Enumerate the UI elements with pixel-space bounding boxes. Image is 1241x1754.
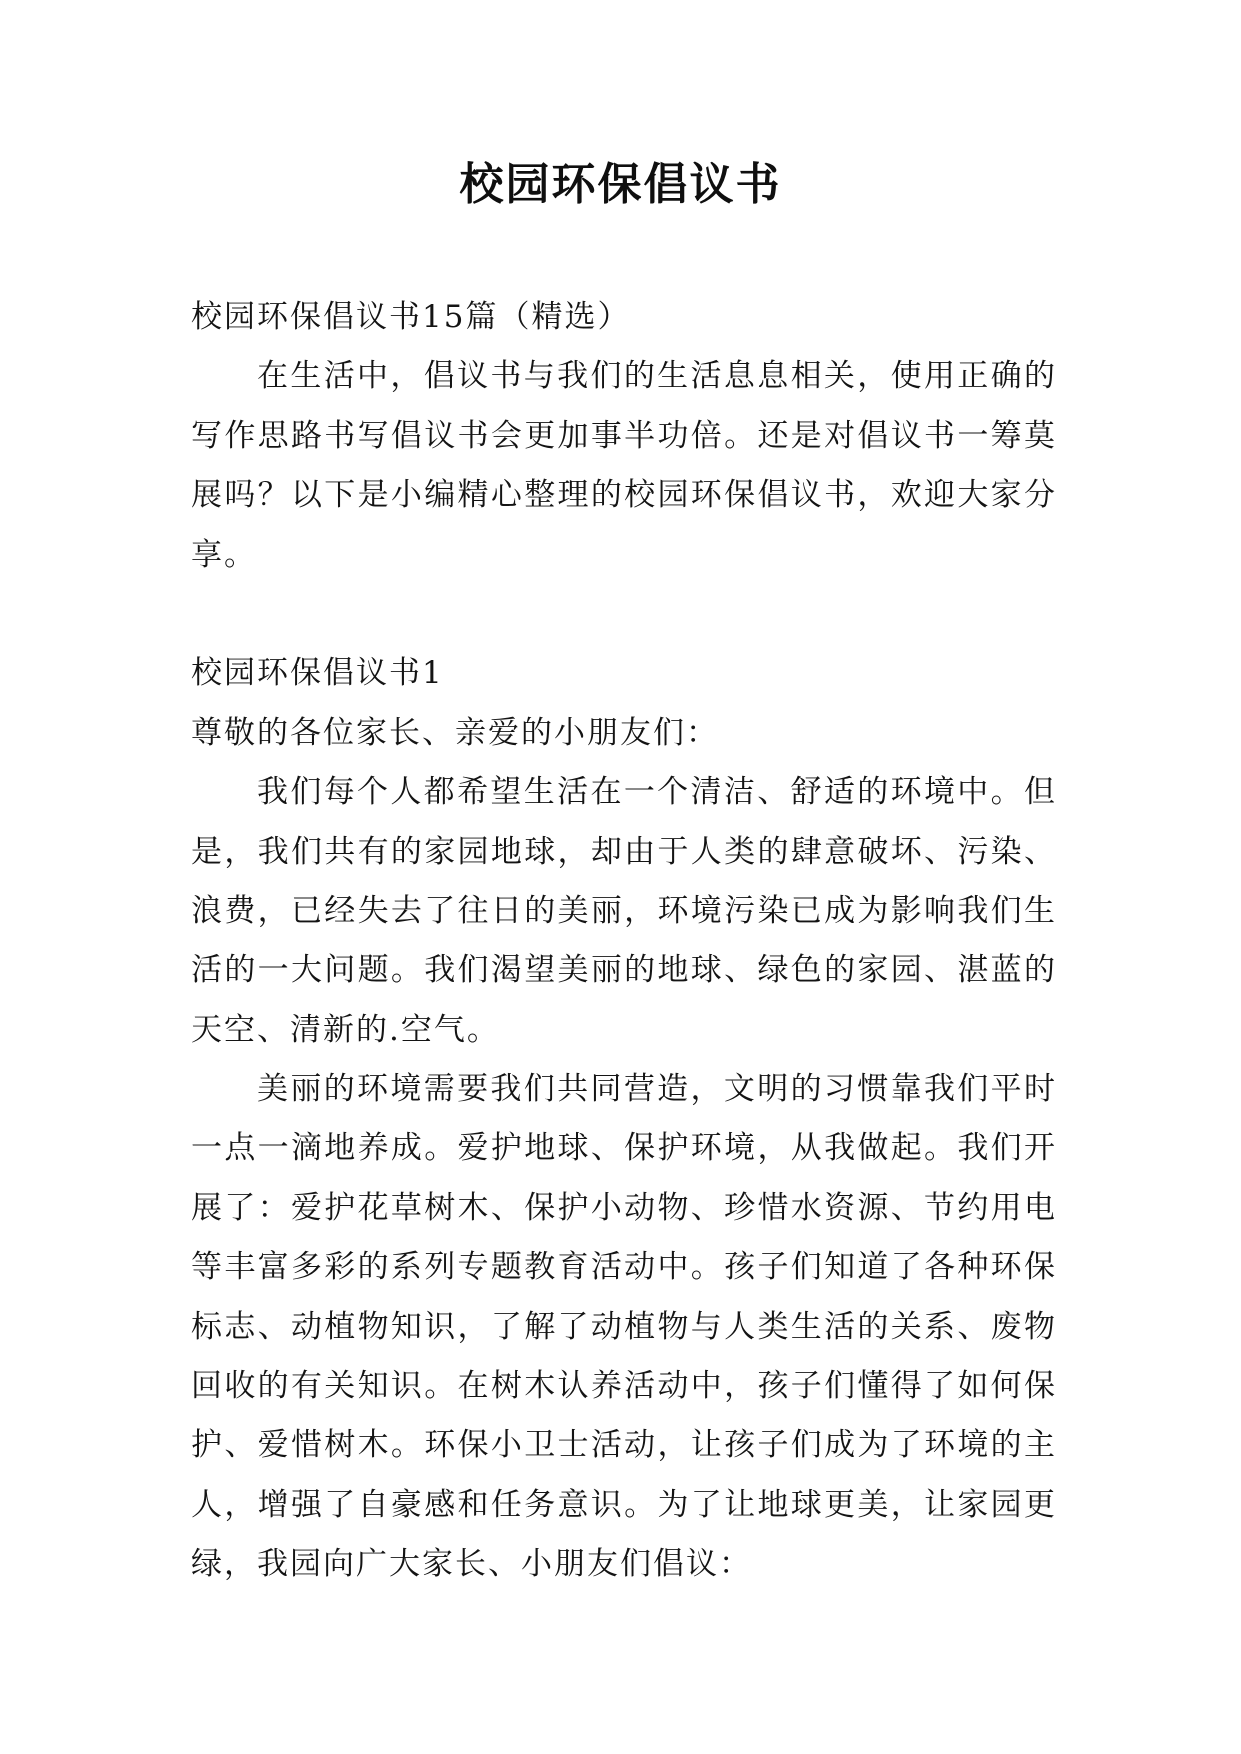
document-title: 校园环保倡议书: [459, 159, 782, 210]
text-line: 写作思路书写倡议书会更加事半功倍。还是对倡议书一筹莫: [191, 417, 1057, 454]
text-line: 活的一大问题。我们渴望美丽的地球、绿色的家园、湛蓝的: [191, 952, 1057, 989]
text-line: 浪费，已经失去了往日的美丽，环境污染已成为影响我们生: [191, 892, 1057, 929]
intro-paragraph: [191, 347, 1057, 585]
text-line: 是，我们共有的家园地球，却由于人类的肆意破坏、污染、: [191, 833, 1057, 870]
text-line: 享。: [191, 536, 257, 573]
section-heading: 校园环保倡议书1: [191, 655, 444, 692]
text-line: 一点一滴地养成。爱护地球、保护环境，从我做起。我们开: [191, 1130, 1057, 1167]
text-line: 天空、清新的.空气。: [191, 1011, 500, 1048]
text-line: 人，增强了自豪感和任务意识。为了让地球更美，让家园更: [191, 1486, 1057, 1523]
text-line: 展吗？以下是小编精心整理的校园环保倡议书，欢迎大家分: [191, 477, 1057, 514]
body-paragraph: [191, 763, 1057, 1060]
text-line: 标志、动植物知识，了解了动植物与人类生活的关系、废物: [191, 1308, 1057, 1345]
text-line: 美丽的环境需要我们共同营造，文明的习惯靠我们平时: [257, 1071, 1057, 1108]
text-line: 展了：爱护花草树木、保护小动物、珍惜水资源、节约用电: [191, 1189, 1057, 1226]
text-line: 在生活中，倡议书与我们的生活息息相关，使用正确的: [257, 358, 1057, 395]
collection-heading: 校园环保倡议书15篇（精选）: [191, 299, 631, 335]
document-body: [191, 288, 1057, 1595]
text-line: 等丰富多彩的系列专题教育活动中。孩子们知道了各种环保: [191, 1249, 1057, 1286]
body-paragraph: [191, 1060, 1057, 1595]
text-line: 护、爱惜树木。环保小卫士活动，让孩子们成为了环境的主: [191, 1427, 1057, 1464]
salutation: 尊敬的各位家长、亲爱的小朋友们：: [191, 714, 719, 751]
text-line: 我们每个人都希望生活在一个清洁、舒适的环境中。但: [257, 774, 1057, 811]
text-line: 回收的有关知识。在树木认养活动中，孩子们懂得了如何保: [191, 1368, 1057, 1405]
text-line: 绿，我园向广大家长、小朋友们倡议：: [191, 1546, 752, 1583]
section-1: [191, 644, 1057, 1594]
